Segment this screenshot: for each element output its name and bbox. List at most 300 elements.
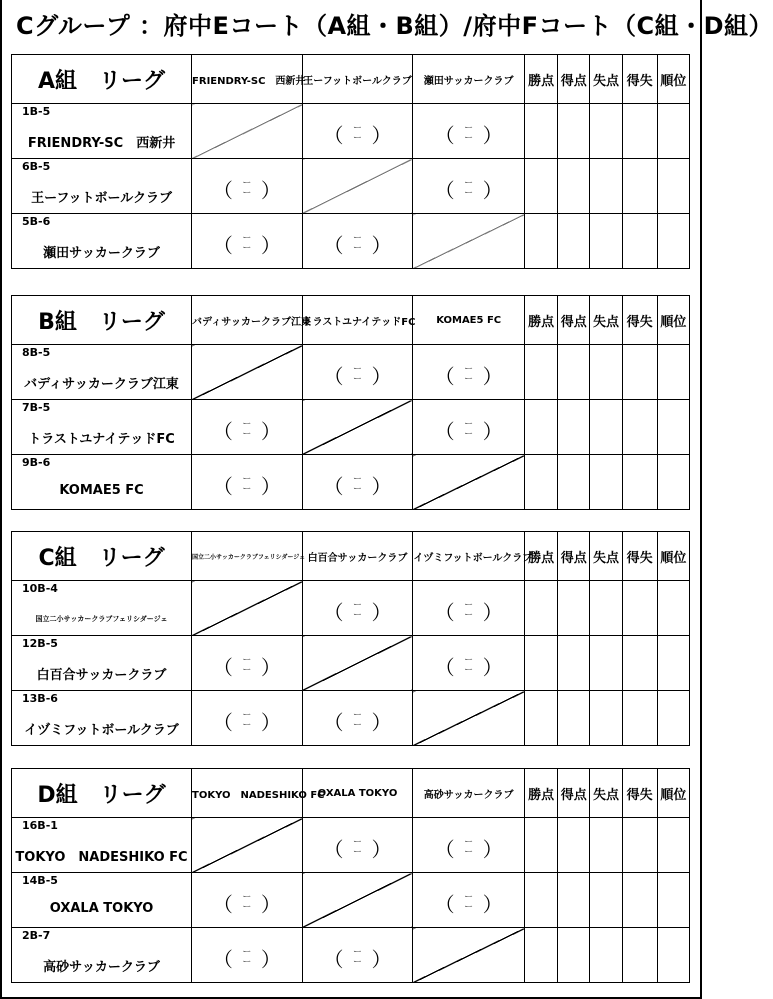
score-dash-bottom: ー [464,374,474,385]
stat-cell[interactable] [590,400,622,455]
paren-close: ） [371,123,392,148]
team-code: 14B-5 [22,874,58,887]
score-dashes [344,711,372,731]
team-label [12,159,192,214]
paren-close: ） [482,837,503,862]
stat-cell[interactable] [590,159,622,214]
score-dashes [455,124,483,144]
stat-cell[interactable] [558,581,590,636]
league-header-row [12,296,690,345]
score-dash-top: ー [464,600,474,611]
stat-cell[interactable] [524,214,557,269]
score-dash-top: ー [352,710,362,721]
league-title: B組 リーグ [12,296,192,345]
paren-open: （ [323,474,344,499]
stat-cell[interactable] [558,928,590,983]
stat-cell[interactable] [524,581,557,636]
stat-cell[interactable] [622,818,657,873]
team-code: 16B-1 [22,819,58,832]
team-row [12,214,690,269]
match-score-cell[interactable] [302,581,413,636]
score-input[interactable] [213,174,281,203]
match-score-cell[interactable] [413,581,525,636]
stat-header: 失点 [590,296,622,345]
league-table [11,768,690,983]
score-input[interactable] [324,119,392,148]
score-dash-top: ー [464,419,474,430]
stat-cell[interactable] [590,581,622,636]
team-name: KOMAE5 FC [59,483,144,498]
league-header-row [12,769,690,818]
paren-open: （ [212,710,233,735]
stat-cell[interactable] [558,214,590,269]
score-dashes [455,656,483,676]
stat-cell[interactable] [590,691,622,746]
stat-cell[interactable] [622,104,657,159]
stat-cell[interactable] [622,581,657,636]
stat-cell[interactable] [558,104,590,159]
team-label [12,214,192,269]
stat-header: 得点 [558,296,590,345]
stat-header: 失点 [590,55,622,104]
stat-cell[interactable] [657,818,689,873]
paren-close: ） [482,419,503,444]
score-dash-top: ー [242,419,252,430]
team-code: 5B-6 [22,215,51,228]
score-input[interactable] [324,596,392,625]
score-input[interactable] [435,596,503,625]
stat-cell[interactable] [657,928,689,983]
opponent-header: トラストユナイテッドFC [302,296,413,345]
paren-open: （ [323,123,344,148]
stat-cell[interactable] [558,873,590,928]
stat-header: 得失 [622,769,657,818]
paren-open: （ [212,178,233,203]
league-title: A組 リーグ [12,55,192,104]
paren-close: ） [371,710,392,735]
opponent-header: バディサッカークラブ江東 [192,296,303,345]
score-input[interactable] [435,833,503,862]
stat-header: 順位 [657,769,689,818]
score-dashes [344,838,372,858]
stat-header: 順位 [657,55,689,104]
team-code: 2B-7 [22,929,51,942]
self-match-cell [192,104,303,159]
stat-cell[interactable] [657,345,689,400]
match-score-cell[interactable] [192,159,303,214]
self-match-cell [413,214,525,269]
score-dash-bottom: ー [242,188,252,199]
score-dashes [455,893,483,913]
score-input[interactable] [435,360,503,389]
paren-open: （ [434,600,455,625]
team-row [12,818,690,873]
opponent-header: OXALA TOKYO [302,769,413,818]
match-score-cell[interactable] [413,345,525,400]
stat-cell[interactable] [524,345,557,400]
stat-cell[interactable] [524,159,557,214]
league-title: D組 リーグ [12,769,192,818]
paren-close: ） [260,947,281,972]
score-dash-bottom: ー [464,665,474,676]
stat-header: 勝点 [524,296,557,345]
score-input[interactable] [213,888,281,917]
score-input[interactable] [213,229,281,258]
stat-cell[interactable] [524,104,557,159]
score-dash-top: ー [352,474,362,485]
stat-cell[interactable] [558,345,590,400]
score-input[interactable] [213,706,281,735]
stat-header: 得点 [558,55,590,104]
team-name: バディサッカークラブ江東 [24,377,179,392]
match-score-cell[interactable] [413,104,525,159]
team-label [12,400,192,455]
stat-cell[interactable] [657,214,689,269]
score-dash-top: ー [242,233,252,244]
opponent-header: FRIENDRY-SC 西新井 [192,55,303,104]
team-code: 9B-6 [22,456,51,469]
stat-header: 勝点 [524,532,557,581]
team-code: 7B-5 [22,401,51,414]
paren-close: ） [260,233,281,258]
stat-cell[interactable] [524,818,557,873]
opponent-header: 王ーフットボールクラブ [302,55,413,104]
team-row [12,159,690,214]
stat-cell[interactable] [622,400,657,455]
stat-cell[interactable] [524,400,557,455]
score-input[interactable] [324,833,392,862]
score-dashes [233,711,261,731]
team-row [12,928,690,983]
match-score-cell[interactable] [192,691,303,746]
paren-open: （ [212,892,233,917]
score-dash-bottom: ー [464,610,474,621]
stat-cell[interactable] [590,873,622,928]
paren-close: ） [260,178,281,203]
match-score-cell[interactable] [192,873,303,928]
self-match-cell [192,818,303,873]
score-dash-top: ー [242,655,252,666]
paren-open: （ [434,364,455,389]
league-table [11,531,690,746]
match-score-cell[interactable] [302,818,413,873]
score-dashes [344,475,372,495]
match-score-cell[interactable] [302,928,413,983]
stat-header: 得失 [622,532,657,581]
score-dashes [455,420,483,440]
self-match-cell [302,636,413,691]
team-row [12,873,690,928]
paren-open: （ [212,474,233,499]
score-input[interactable] [324,470,392,499]
paren-close: ） [260,474,281,499]
score-dashes [233,948,261,968]
stat-header: 得点 [558,532,590,581]
score-dashes [344,234,372,254]
stat-cell[interactable] [558,691,590,746]
score-dash-top: ー [352,947,362,958]
score-dash-bottom: ー [352,484,362,495]
score-dash-top: ー [242,710,252,721]
paren-close: ） [371,474,392,499]
paren-open: （ [212,947,233,972]
score-dash-bottom: ー [464,188,474,199]
paren-open: （ [212,233,233,258]
match-score-cell[interactable] [192,400,303,455]
match-score-cell[interactable] [413,873,525,928]
stat-cell[interactable] [657,691,689,746]
stat-cell[interactable] [657,581,689,636]
score-input[interactable] [213,651,281,680]
match-score-cell[interactable] [413,159,525,214]
stat-cell[interactable] [657,636,689,691]
paren-open: （ [212,655,233,680]
paren-close: ） [482,123,503,148]
stat-cell[interactable] [590,214,622,269]
score-dash-top: ー [464,178,474,189]
score-dash-top: ー [352,364,362,375]
team-code: 8B-5 [22,346,51,359]
paren-open: （ [434,419,455,444]
stat-header: 勝点 [524,769,557,818]
match-score-cell[interactable] [192,455,303,510]
score-dashes [233,475,261,495]
paren-close: ） [371,364,392,389]
team-name: 瀬田サッカークラブ [43,246,160,261]
score-dash-top: ー [242,892,252,903]
stat-cell[interactable] [590,345,622,400]
score-input[interactable] [435,888,503,917]
stat-cell[interactable] [590,104,622,159]
score-dash-bottom: ー [352,133,362,144]
stat-cell[interactable] [590,455,622,510]
team-label [12,104,192,159]
paren-close: ） [482,655,503,680]
stat-header: 得点 [558,769,590,818]
score-dash-top: ー [464,837,474,848]
stat-header: 失点 [590,532,622,581]
team-label [12,455,192,510]
stat-header: 順位 [657,532,689,581]
stat-cell[interactable] [622,455,657,510]
score-dash-top: ー [464,892,474,903]
score-dashes [455,179,483,199]
score-dash-top: ー [464,364,474,375]
stat-cell[interactable] [622,691,657,746]
team-name: 国立二小サッカークラブフェリシダージェ [35,615,168,623]
score-dashes [344,948,372,968]
team-row [12,400,690,455]
score-dashes [344,124,372,144]
league-title: C組 リーグ [12,532,192,581]
stat-cell[interactable] [558,159,590,214]
page-title: Cグループ ：府中Eコート（A組・B組）/府中Fコート（C組・D組） [16,12,773,40]
score-dashes [233,234,261,254]
self-match-cell [302,400,413,455]
score-input[interactable] [435,651,503,680]
stat-cell[interactable] [524,455,557,510]
score-dashes [233,420,261,440]
paren-close: ） [482,892,503,917]
score-input[interactable] [435,415,503,444]
league-table [11,295,690,510]
stat-cell[interactable] [524,691,557,746]
team-name: 白百合サッカークラブ [36,668,167,683]
team-code: 12B-5 [22,637,58,650]
score-input[interactable] [213,470,281,499]
score-dash-bottom: ー [242,243,252,254]
score-dashes [344,365,372,385]
score-dashes [233,656,261,676]
paren-close: ） [260,655,281,680]
self-match-cell [192,345,303,400]
team-code: 13B-6 [22,692,58,705]
stat-cell[interactable] [558,400,590,455]
opponent-header: 高砂サッカークラブ [413,769,525,818]
opponent-header: 国立二小サッカークラブフェリシダージェ [192,532,303,581]
self-match-cell [302,873,413,928]
paren-close: ） [482,600,503,625]
paren-close: ） [260,892,281,917]
self-match-cell [192,581,303,636]
team-name: イヅミフットボールクラブ [24,723,179,738]
team-name: 王ーフットボールクラブ [31,191,172,206]
team-row [12,455,690,510]
stat-cell[interactable] [622,345,657,400]
score-dash-bottom: ー [464,133,474,144]
stat-header: 順位 [657,296,689,345]
team-row [12,581,690,636]
score-dash-top: ー [464,123,474,134]
team-name: トラストユナイテッドFC [28,432,175,447]
score-dash-top: ー [352,123,362,134]
stat-cell[interactable] [558,636,590,691]
match-score-cell[interactable] [302,691,413,746]
match-score-cell[interactable] [192,928,303,983]
paren-close: ） [371,947,392,972]
stat-cell[interactable] [524,636,557,691]
match-score-cell[interactable] [192,214,303,269]
stat-cell[interactable] [657,400,689,455]
stat-cell[interactable] [558,455,590,510]
stat-cell[interactable] [622,159,657,214]
paren-close: ） [482,178,503,203]
team-code: 10B-4 [22,582,58,595]
self-match-cell [413,455,525,510]
score-dash-bottom: ー [242,665,252,676]
match-score-cell[interactable] [302,104,413,159]
score-input[interactable] [435,119,503,148]
stat-cell[interactable] [558,818,590,873]
score-input[interactable] [213,415,281,444]
score-input[interactable] [324,706,392,735]
match-score-cell[interactable] [413,400,525,455]
score-dash-bottom: ー [242,720,252,731]
score-input[interactable] [324,943,392,972]
team-row [12,345,690,400]
stat-cell[interactable] [622,636,657,691]
score-dash-bottom: ー [352,374,362,385]
score-dashes [233,179,261,199]
opponent-header: イヅミフットボールクラブ [413,532,525,581]
paren-close: ） [371,600,392,625]
opponent-header: KOMAE5 FC [413,296,525,345]
opponent-header: 瀬田サッカークラブ [413,55,525,104]
paren-open: （ [434,892,455,917]
team-label [12,345,192,400]
stat-cell[interactable] [657,455,689,510]
league-header-row [12,532,690,581]
score-dash-bottom: ー [242,957,252,968]
paren-open: （ [434,655,455,680]
paren-open: （ [434,837,455,862]
match-score-cell[interactable] [192,636,303,691]
score-dash-bottom: ー [464,847,474,858]
stat-cell[interactable] [590,636,622,691]
paren-open: （ [323,947,344,972]
match-score-cell[interactable] [302,214,413,269]
team-name: TOKYO NADESHIKO FC [15,850,188,865]
team-name: OXALA TOKYO [49,901,154,916]
score-dashes [455,838,483,858]
score-dash-top: ー [464,655,474,666]
stat-cell[interactable] [657,159,689,214]
score-dashes [344,601,372,621]
stat-cell[interactable] [622,873,657,928]
score-input[interactable] [213,943,281,972]
stat-header: 勝点 [524,55,557,104]
stat-cell[interactable] [590,928,622,983]
match-score-cell[interactable] [413,636,525,691]
score-dash-bottom: ー [352,610,362,621]
paren-open: （ [323,837,344,862]
paren-open: （ [434,123,455,148]
score-dashes [455,365,483,385]
match-score-cell[interactable] [302,455,413,510]
paren-open: （ [323,364,344,389]
match-score-cell[interactable] [302,345,413,400]
score-input[interactable] [435,174,503,203]
stat-cell[interactable] [590,818,622,873]
team-label [12,581,192,636]
paren-close: ） [371,233,392,258]
score-dash-bottom: ー [242,484,252,495]
team-name: FRIENDRY-SC 西新井 [27,136,176,151]
stat-cell[interactable] [622,214,657,269]
self-match-cell [302,159,413,214]
team-label [12,873,192,928]
stat-cell[interactable] [622,928,657,983]
stat-cell[interactable] [524,928,557,983]
team-label [12,691,192,746]
team-label [12,928,192,983]
stat-cell[interactable] [657,104,689,159]
score-input[interactable] [324,360,392,389]
league-header-row [12,55,690,104]
score-dash-bottom: ー [352,243,362,254]
league-table [11,54,690,269]
stat-cell[interactable] [657,873,689,928]
score-dash-bottom: ー [242,902,252,913]
match-score-cell[interactable] [413,818,525,873]
score-dash-bottom: ー [464,429,474,440]
score-input[interactable] [324,229,392,258]
score-dash-top: ー [242,178,252,189]
paren-open: （ [323,600,344,625]
paren-open: （ [212,419,233,444]
score-dash-bottom: ー [352,720,362,731]
stat-cell[interactable] [524,873,557,928]
